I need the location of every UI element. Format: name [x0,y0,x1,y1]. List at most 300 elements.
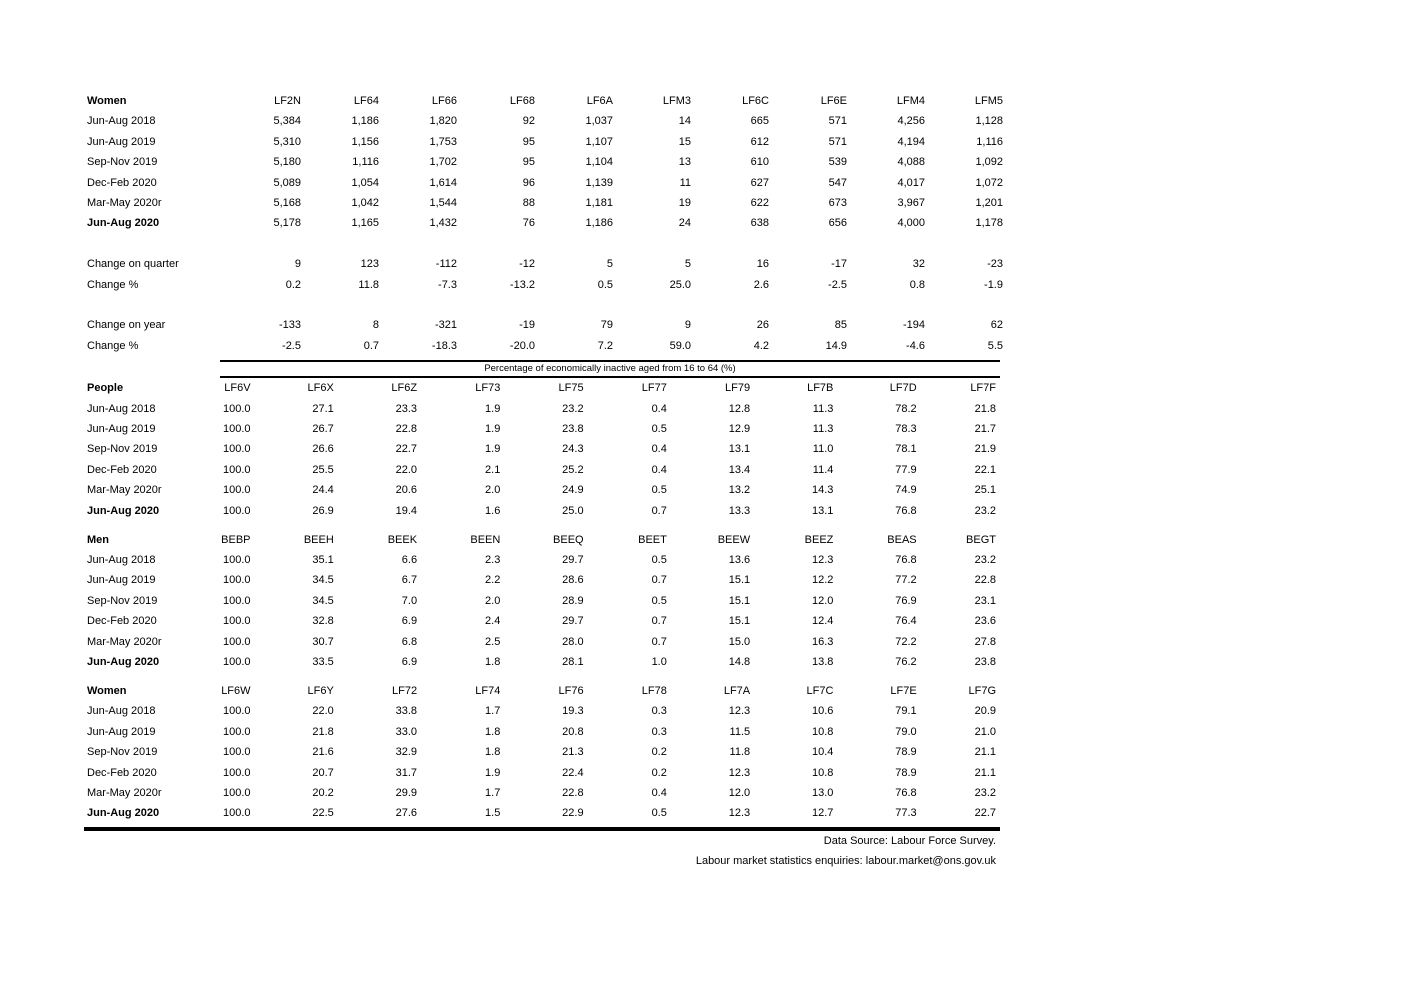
cell-value: 15 [678,135,691,148]
cell-value: 78.2 [895,402,917,415]
table-row [84,611,1000,631]
cell-value: LF7C [806,684,834,697]
cell-value: 1.8 [485,656,501,669]
change-year-pct-row [84,336,1007,356]
change-year-row [84,315,1007,335]
cell-value: 0.2 [285,278,301,291]
cell-value: 27.1 [312,402,334,415]
cell-value: 28.1 [562,656,584,669]
cell-value: 622 [750,197,769,210]
cell-value: 0.7 [363,339,379,352]
cell-value: 5,089 [273,176,301,189]
cell-value: 1,092 [975,156,1003,169]
cell-value: 0.4 [651,402,667,415]
cell-value: 33.8 [395,705,418,718]
cell-value: 100.0 [223,786,251,799]
cell-value: LF68 [509,95,535,107]
cell-value: 13.6 [728,554,751,566]
enquiries-note: Labour market statistics enquiries: labour.market@ons.gov.uk [695,855,996,868]
cell-value: 20.8 [562,725,584,738]
cell-value: 19 [678,197,691,210]
cell-value: 23.1 [974,594,996,607]
cell-value: 1,128 [975,115,1003,128]
cell-value: 0.7 [651,574,667,587]
cell-value: 9 [684,319,691,332]
cell-value: 28.9 [562,594,584,607]
cell-value: 547 [828,176,847,189]
cell-value: 12.3 [728,766,751,779]
cell-value: 26.6 [312,443,334,456]
cell-value: 15.1 [728,574,751,587]
table-row [84,722,1000,742]
cell-value: 2.0 [485,594,501,607]
cell-value: -1.9 [984,278,1003,291]
cell-value: LF7E [890,684,917,697]
cell-value: 76.9 [895,594,917,607]
cell-value: 12.4 [811,615,834,628]
row-label: Change % [87,339,139,352]
cell-value: 673 [828,197,847,210]
table-row [84,570,1000,590]
cell-value: LF74 [475,684,501,697]
cell-value: 22.4 [562,766,584,779]
cell-value: 0.5 [651,423,667,436]
cell-value: 665 [750,115,769,128]
cell-value: 13.4 [728,463,751,476]
cell-value: 22.9 [562,807,584,820]
table-row [84,550,1000,570]
cell-value: 1,156 [351,135,379,148]
spacer-row [84,295,1007,315]
table-row [84,803,1000,823]
row-label: Sep-Nov 2019 [87,594,158,607]
row-label: Women [87,95,127,107]
cell-value: 13 [678,156,691,169]
row-label: Men [87,533,109,546]
cell-value: 85 [834,319,847,332]
footer [84,831,996,872]
cell-value: 6.9 [401,656,418,669]
table-row [84,399,1000,419]
table-row [84,763,1000,783]
cell-value: 1.8 [485,725,501,738]
cell-value: 2.5 [485,635,501,648]
cell-value: 59.0 [669,339,691,352]
cell-value: 4.2 [753,339,769,352]
cell-value: 100.0 [223,656,251,669]
cell-value: -7.3 [438,278,457,291]
cell-value: 1.9 [485,402,501,415]
cell-value: 32.8 [312,615,334,628]
cell-value: 10.8 [811,725,834,738]
row-label: Jun-Aug 2018 [87,705,156,718]
cell-value: -194 [902,319,925,332]
table-row [84,439,1000,459]
statistics-sheet [84,91,1003,872]
cell-value: BEGT [966,533,996,546]
table-row [84,783,1000,803]
cell-value: 13.1 [811,504,834,517]
cell-value: BEEN [470,533,501,546]
cell-value: LF78 [641,684,667,697]
cell-value: 1,165 [351,217,379,230]
row-label: Mar-May 2020r [87,197,162,210]
cell-value: 77.9 [895,463,917,476]
row-label: Dec-Feb 2020 [87,463,157,476]
cell-value: 76 [522,217,535,230]
cell-value: -18.3 [431,339,457,352]
table-row [84,591,1000,611]
cell-value: -4.6 [906,339,925,352]
row-label: Jun-Aug 2020 [87,807,160,820]
row-label: Dec-Feb 2020 [87,615,157,628]
cell-value: 95 [522,135,535,148]
table-row [84,173,1007,193]
cell-value: 0.3 [651,705,667,718]
cell-value: 0.2 [651,766,667,779]
section-header-row [84,378,1000,398]
cell-value: 12.9 [728,423,751,436]
cell-value: 100.0 [223,443,251,456]
cell-value: 6.9 [401,615,418,628]
cell-value: 1,820 [429,115,457,128]
cell-value: 15.1 [728,615,751,628]
cell-value: LFM4 [896,95,925,107]
cell-value: 21.9 [974,443,996,456]
cell-value: 78.1 [895,443,917,456]
cell-value: 22.8 [562,786,584,799]
cell-value: 25.0 [669,278,691,291]
cell-value: 11 [679,176,691,189]
cell-value: 13.0 [811,786,834,799]
cell-value: 1,107 [585,135,613,148]
cell-value: 13.3 [728,504,751,517]
cell-value: 29.7 [562,615,584,628]
cell-value: 23.6 [974,615,996,628]
cell-value: 12.3 [728,705,751,718]
cell-value: 21.8 [974,402,996,415]
cell-value: -20.0 [509,339,535,352]
cell-value: 0.3 [651,725,667,738]
cell-value: 2.1 [485,463,501,476]
cell-value: BEEZ [804,533,834,546]
cell-value: 15.1 [728,594,751,607]
cell-value: 79.1 [895,705,917,718]
cell-value: 2.6 [753,278,769,291]
cell-value: 20.2 [312,786,334,799]
cell-value: 1,139 [585,176,613,189]
cell-value: 12.0 [728,786,751,799]
cell-value: 25.2 [562,463,584,476]
cell-value: 7.0 [401,594,418,607]
cell-value: 539 [828,156,847,169]
cell-value: 22.7 [974,807,996,820]
cell-value: LF6W [221,684,251,697]
cell-value: 2.3 [485,554,501,566]
cell-value: 76.8 [895,504,917,517]
cell-value: 24.9 [562,484,584,497]
row-label: Change on quarter [87,258,179,271]
cell-value: 19.4 [395,504,418,517]
cell-value: 610 [750,156,769,169]
cell-value: 1,544 [429,197,457,210]
cell-value: LF7G [968,684,996,697]
cell-value: 24.4 [312,484,334,497]
cell-value: 571 [828,135,847,148]
table-row [84,132,1007,152]
cell-value: 627 [750,176,769,189]
cell-value: 0.7 [651,615,667,628]
cell-value: 100.0 [223,484,251,497]
cell-value: 21.1 [974,766,996,779]
cell-value: 0.4 [651,443,667,456]
cell-value: 100.0 [223,402,251,415]
cell-value: 21.7 [974,423,996,436]
cell-value: 3,967 [897,197,925,210]
cell-value: 0.7 [651,635,667,648]
cell-value: 25.1 [974,484,996,497]
cell-value: LF75 [558,382,584,395]
cell-value: LF66 [431,95,457,107]
cell-value: 20.7 [312,766,334,779]
row-label: Change on year [87,319,166,332]
cell-value: 5,168 [273,197,301,210]
row-label: Jun-Aug 2018 [87,554,156,566]
cell-value: 74.9 [895,484,917,497]
row-label: Dec-Feb 2020 [87,766,157,779]
cell-value: 2.4 [485,615,501,628]
row-label: Mar-May 2020r [87,635,162,648]
cell-value: 571 [828,115,847,128]
cell-value: 14.3 [811,484,834,497]
cell-value: LF7A [723,684,751,697]
cell-value: 0.7 [651,504,667,517]
cell-value: 0.2 [651,746,667,759]
cell-value: 22.0 [395,463,418,476]
cell-value: 21.8 [312,725,334,738]
cell-value: BEET [638,533,667,546]
cell-value: 5 [606,258,613,271]
cell-value: 27.8 [974,635,996,648]
table-row [84,652,1000,672]
cell-value: 31.7 [395,766,418,779]
cell-value: 1,614 [429,176,457,189]
cell-value: 100.0 [223,574,251,587]
cell-value: 21.1 [974,746,996,759]
cell-value: 1,178 [975,217,1003,230]
cell-value: 22.1 [974,463,996,476]
cell-value: 20.9 [974,705,996,718]
row-label: Jun-Aug 2018 [87,402,156,415]
cell-value: 72.2 [895,635,917,648]
cell-value: 26.7 [312,423,334,436]
cell-value: 5,384 [273,115,301,128]
cell-value: 23.2 [974,786,996,799]
cell-value: 33.5 [312,656,334,669]
cell-value: 1,072 [975,176,1003,189]
cell-value: 35.1 [312,554,334,566]
row-label: Change % [87,278,139,291]
cell-value: 10.6 [811,705,834,718]
table-row [84,419,1000,439]
cell-value: 10.4 [811,746,834,759]
cell-value: 1,186 [351,115,379,128]
cell-value: 100.0 [223,615,251,628]
table-row [84,501,1000,521]
change-quarter-pct-row [84,275,1007,295]
cell-value: LF7B [807,382,834,395]
table-row [84,152,1007,172]
cell-value: 0.5 [651,484,667,497]
cell-value: 22.5 [312,807,334,820]
cell-value: 27.6 [395,807,418,820]
cell-value: -112 [435,258,457,271]
cell-value: LF6E [820,95,847,107]
cell-value: 100.0 [223,463,251,476]
cell-value: 100.0 [223,635,251,648]
cell-value: 638 [750,217,769,230]
cell-value: 100.0 [223,705,251,718]
row-label: Women [87,684,127,697]
cell-value: 100.0 [223,504,251,517]
table-row [84,742,1000,762]
cell-value: 88 [522,197,535,210]
cell-value: LF7D [889,382,917,395]
cell-value: LF6V [224,382,251,395]
cell-value: 24 [678,217,691,230]
cell-value: 6.8 [401,635,418,648]
row-label: Mar-May 2020r [87,786,162,799]
cell-value: 16 [756,258,769,271]
percentage-banner: Percentage of economically inactive aged from 16 to 64 (%) [220,360,1000,378]
cell-value: 1,116 [352,156,379,169]
cell-value: 1,037 [585,115,613,128]
cell-value: BEEH [303,533,334,546]
cell-value: 1.9 [485,766,501,779]
cell-value: 1.6 [485,504,501,517]
cell-value: -23 [987,258,1003,271]
cell-value: -133 [278,319,301,332]
cell-value: 32.9 [395,746,418,759]
cell-value: LFM3 [662,95,691,107]
cell-value: BEEW [717,533,751,546]
cell-value: -13.2 [509,278,535,291]
cell-value: 11.8 [358,278,379,291]
cell-value: 4,000 [897,217,925,230]
cell-value: 0.8 [909,278,925,291]
change-quarter-row [84,254,1007,274]
section-header-row [84,91,1007,111]
cell-value: 22.8 [974,574,996,587]
cell-value: 100.0 [223,766,251,779]
cell-value: 6.7 [401,574,418,587]
cell-value: 76.4 [895,615,917,628]
cell-value: 12.0 [811,594,834,607]
cell-value: 23.2 [974,554,996,566]
cell-value: -321 [434,319,457,332]
cell-value: 11.4 [812,463,834,476]
cell-value: 33.0 [395,725,418,738]
row-label: Jun-Aug 2020 [87,656,160,669]
cell-value: 78.9 [895,766,917,779]
cell-value: 11.3 [812,402,834,415]
cell-value: LF7F [970,382,996,395]
row-label: Dec-Feb 2020 [87,176,157,189]
cell-value: 62 [990,319,1003,332]
cell-value: 1.7 [485,786,501,799]
cell-value: 77.3 [895,807,917,820]
cell-value: 100.0 [223,807,251,820]
cell-value: 1,104 [585,156,613,169]
row-label: People [87,382,124,395]
cell-value: LF2N [274,95,301,107]
cell-value: 23.8 [562,423,584,436]
table-row [84,193,1007,213]
cell-value: BEEK [387,533,418,546]
cell-value: 20.6 [395,484,418,497]
cell-value: 76.8 [895,786,917,799]
cell-value: LF64 [353,95,379,107]
row-label: Jun-Aug 2020 [87,504,160,517]
cell-value: 21.6 [312,746,334,759]
cell-value: 1.0 [651,656,667,669]
cell-value: LF76 [558,684,584,697]
row-label: Jun-Aug 2019 [87,423,156,436]
cell-value: BEEQ [553,533,584,546]
cell-value: -2.5 [828,278,847,291]
cell-value: 1,054 [351,176,379,189]
cell-value: LF6C [742,95,769,107]
cell-value: 26.9 [312,504,334,517]
cell-value: LF79 [725,382,751,395]
cell-value: 11.5 [729,725,751,738]
cell-value: 14.9 [825,339,847,352]
cell-value: 0.5 [651,807,667,820]
section-header-row [84,681,1000,701]
cell-value: 5,178 [273,217,301,230]
row-label: Sep-Nov 2019 [87,443,158,456]
cell-value: 78.3 [895,423,917,436]
cell-value: 30.7 [312,635,334,648]
cell-value: 14 [678,115,691,128]
cell-value: 23.3 [395,402,418,415]
cell-value: 12.7 [811,807,834,820]
cell-value: 612 [750,135,769,148]
section-header-row [84,530,1000,550]
cell-value: 5,180 [273,156,301,169]
cell-value: LF73 [475,382,501,395]
cell-value: 22.8 [395,423,418,436]
women-counts-table [84,91,1007,356]
cell-value: 7.2 [597,339,613,352]
cell-value: 12.8 [728,402,751,415]
cell-value: 5 [684,258,691,271]
table-row [84,213,1007,233]
cell-value: 100.0 [223,423,251,436]
cell-value: 11.3 [812,423,834,436]
cell-value: 0.4 [651,463,667,476]
cell-value: 92 [522,115,535,128]
cell-value: 1,116 [976,135,1003,148]
cell-value: 1,432 [429,217,457,230]
cell-value: 21.0 [974,725,996,738]
cell-value: 23.2 [974,504,996,517]
cell-value: 9 [294,258,301,271]
cell-value: 14.8 [728,656,751,669]
cell-value: 29.7 [562,554,584,566]
cell-value: 22.7 [395,443,418,456]
cell-value: 4,088 [897,156,925,169]
